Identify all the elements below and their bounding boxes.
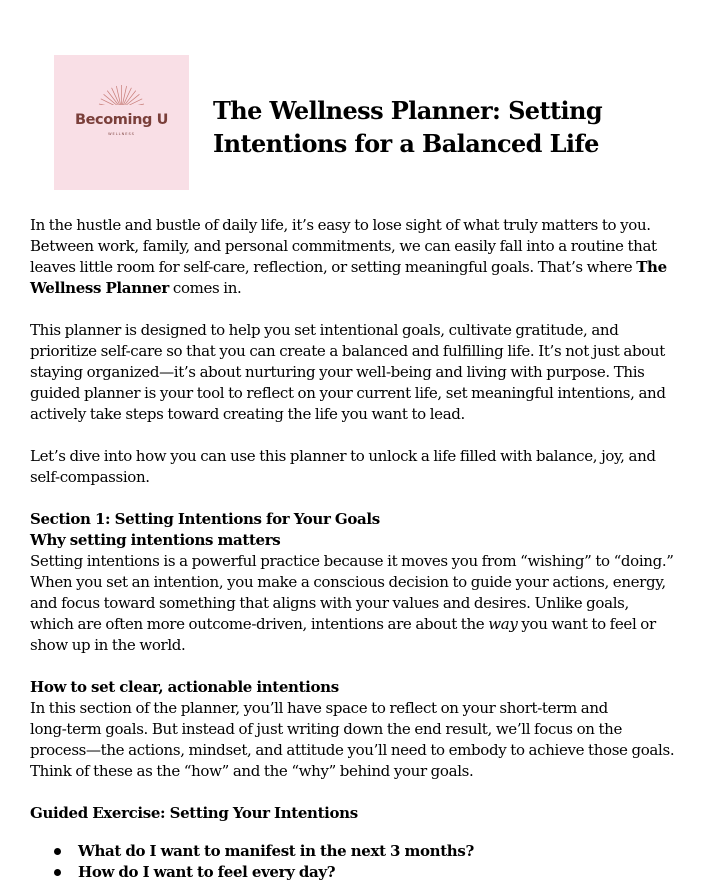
intro-line: guided planner is your tool to reflect on your current life, set meaningful intentions, and [30,384,666,402]
section-subheading: Why setting intentions matters [30,531,281,549]
bullet-text: What do I want to manifest in the next 3 months? [78,842,474,860]
spacer [30,425,692,446]
title-line-2: Intentions for a Balanced Life [213,129,599,158]
brand-logo [54,55,189,190]
exercise-heading: Guided Exercise: Setting Your Intentions [30,804,358,822]
section-line: show up in the world. [30,636,186,654]
section-line: When you set an intention, you make a conscious decision to guide your actions, energy, [30,573,666,591]
emphasis-way: way [488,615,518,633]
intro-text: comes in. [168,279,242,297]
bullet-icon [54,869,61,876]
bullet-text: How do I want to feel every day? [78,863,336,881]
title-line-1: The Wellness Planner: Setting [213,96,602,125]
spacer [30,782,692,803]
section-text: which are often more outcome-driven, intentions are about the [30,615,489,633]
section-text: you want to feel or [517,615,656,633]
section-line: and focus toward something that aligns with your values and desires. Unlike goals, [30,594,629,612]
spacer [30,488,692,509]
how-line: process—the actions, mindset, and attitude you’ll need to embody to achieve those goals. [30,741,675,759]
list-item [30,841,692,862]
spacer [30,824,692,841]
list-item [30,862,692,883]
intro-line: actively take steps toward creating the life you want to lead. [30,405,465,423]
spacer [30,299,692,320]
how-line: Think of these as the “how” and the “why” behind your goals. [30,762,474,780]
document-body [30,215,692,883]
intro-line: prioritize self-care so that you can create a balanced and fulfilling life. It’s not just about [30,342,665,360]
intro-line [30,278,692,299]
how-heading: How to set clear, actionable intentions [30,678,339,696]
logo-subtitle: WELLNESS [108,132,135,136]
intro-line: Let’s dive into how you can use this planner to unlock a life filled with balance, joy, and [30,447,656,465]
intro-text: leaves little room for self-care, reflection, or setting meaningful goals. That’s where [30,258,637,276]
intro-line: This planner is designed to help you set intentional goals, cultivate gratitude, and [30,321,619,339]
how-line: In this section of the planner, you’ll have space to reflect on your short-term and [30,699,608,717]
bullet-icon [54,848,61,855]
spacer [30,656,692,677]
intro-line: Between work, family, and personal commitments, we can easily fall into a routine that [30,237,657,255]
intro-line [30,257,692,278]
intro-line: self-compassion. [30,468,150,486]
page-title [213,94,683,160]
section-line [30,614,692,635]
how-line: long-term goals. But instead of just writing down the end result, we’ll focus on the [30,720,622,738]
section-heading: Section 1: Setting Intentions for Your Goals [30,510,380,528]
logo-wordmark: Becoming U [74,112,169,128]
planner-name-bold: The [636,258,667,276]
intro-line: staying organized—it’s about nurturing your well-being and living with purpose. This [30,363,645,381]
planner-name-bold: Wellness Planner [30,279,169,297]
intro-line: In the hustle and bustle of daily life, it’s easy to lose sight of what truly matters to you. [30,216,651,234]
exercise-bullet-list [30,841,692,883]
section-line: Setting intentions is a powerful practice because it moves you from “wishing” to “doing.” [30,552,674,570]
